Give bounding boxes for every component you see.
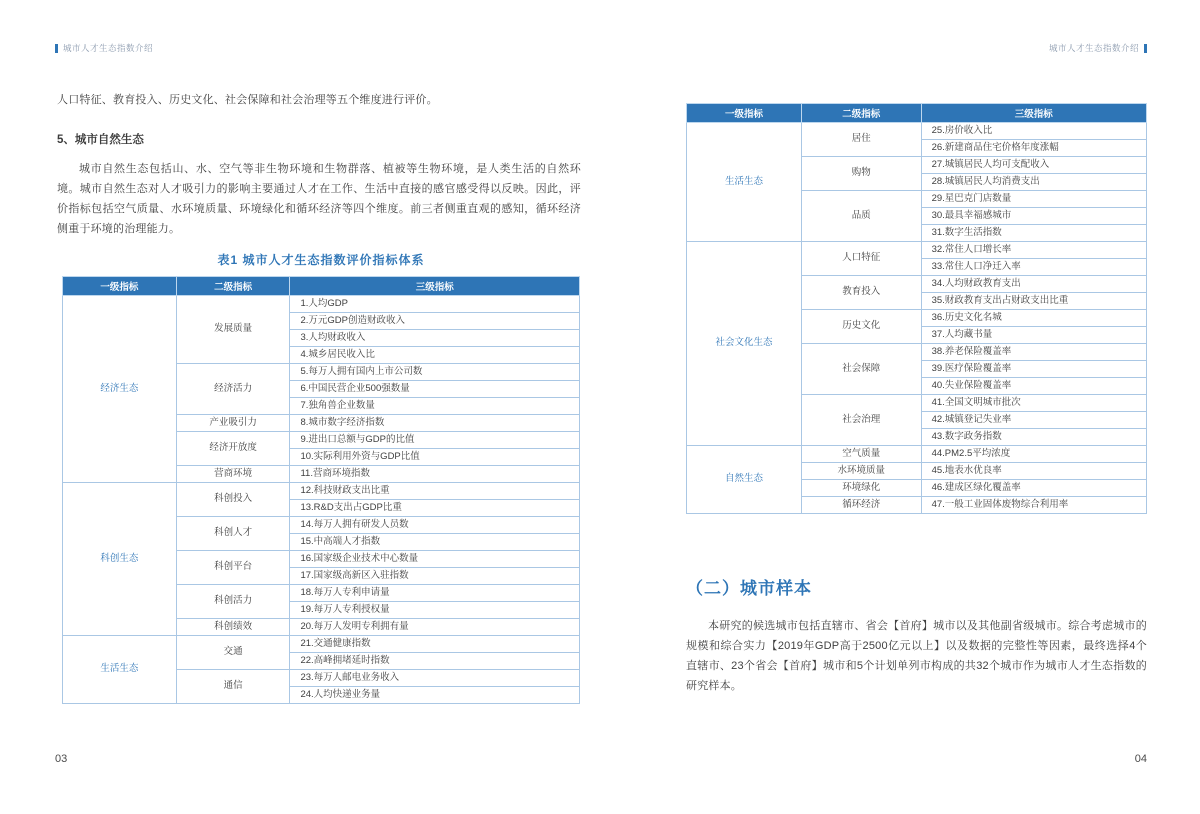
table-header-cell: 二级指标 bbox=[176, 277, 290, 296]
running-header-right bbox=[1049, 42, 1147, 54]
level2-indicator-cell: 科创平台 bbox=[176, 551, 290, 585]
level2-indicator-cell: 品质 bbox=[802, 191, 922, 242]
level3-indicator-cell: 44.PM2.5平均浓度 bbox=[921, 446, 1146, 463]
level2-indicator-cell: 科创投入 bbox=[176, 483, 290, 517]
level2-indicator-cell: 通信 bbox=[176, 670, 290, 704]
level3-indicator-cell: 28.城镇居民人均消费支出 bbox=[921, 174, 1146, 191]
level1-indicator-cell: 社会文化生态 bbox=[687, 242, 802, 446]
level3-indicator-cell: 8.城市数字经济指数 bbox=[290, 415, 580, 432]
level3-indicator-cell: 21.交通健康指数 bbox=[290, 636, 580, 653]
level2-indicator-cell: 社会保障 bbox=[802, 344, 922, 395]
level3-indicator-cell: 20.每万人发明专利拥有量 bbox=[290, 619, 580, 636]
level3-indicator-cell: 19.每万人专利授权量 bbox=[290, 602, 580, 619]
level2-indicator-cell: 经济开放度 bbox=[176, 432, 290, 466]
table-header-row bbox=[687, 104, 1147, 123]
level3-indicator-cell: 5.每万人拥有国内上市公司数 bbox=[290, 364, 580, 381]
table-row bbox=[63, 483, 580, 500]
table-row bbox=[687, 242, 1147, 259]
level3-indicator-cell: 25.房价收入比 bbox=[921, 123, 1146, 140]
table-header-cell: 二级指标 bbox=[802, 104, 922, 123]
level3-indicator-cell: 26.新建商品住宅价格年度涨幅 bbox=[921, 140, 1146, 157]
level3-indicator-cell: 42.城镇登记失业率 bbox=[921, 412, 1146, 429]
table-row bbox=[63, 296, 580, 313]
table-caption: 表1 城市人才生态指数评价指标体系 bbox=[217, 253, 425, 267]
level3-indicator-cell: 34.人均财政教育支出 bbox=[921, 276, 1146, 293]
level3-indicator-cell: 10.实际利用外资与GDP比值 bbox=[290, 449, 580, 466]
level3-indicator-cell: 37.人均藏书量 bbox=[921, 327, 1146, 344]
level3-indicator-cell: 29.星巴克门店数量 bbox=[921, 191, 1146, 208]
running-header-text-right: 城市人才生态指数介绍 bbox=[1048, 43, 1139, 53]
level2-indicator-cell: 营商环境 bbox=[176, 466, 290, 483]
table-header-cell: 一级指标 bbox=[63, 277, 177, 296]
level3-indicator-cell: 40.失业保险覆盖率 bbox=[921, 378, 1146, 395]
level3-indicator-cell: 2.万元GDP创造财政收入 bbox=[290, 313, 580, 330]
level3-indicator-cell: 12.科技财政支出比重 bbox=[290, 483, 580, 500]
level2-indicator-cell: 循环经济 bbox=[802, 497, 922, 514]
level3-indicator-cell: 39.医疗保险覆盖率 bbox=[921, 361, 1146, 378]
table-header-cell: 一级指标 bbox=[687, 104, 802, 123]
level1-indicator-cell: 自然生态 bbox=[687, 446, 802, 514]
level3-indicator-cell: 24.人均快递业务量 bbox=[290, 687, 580, 704]
level3-indicator-cell: 35.财政教育支出占财政支出比重 bbox=[921, 293, 1146, 310]
level2-indicator-cell: 水环境质量 bbox=[802, 463, 922, 480]
level3-indicator-cell: 38.养老保险覆盖率 bbox=[921, 344, 1146, 361]
level3-indicator-cell: 15.中高端人才指数 bbox=[290, 534, 580, 551]
header-accent-bar bbox=[55, 44, 58, 53]
level1-indicator-cell: 生活生态 bbox=[63, 636, 177, 704]
level3-indicator-cell: 17.国家级高新区入驻指数 bbox=[290, 568, 580, 585]
level3-indicator-cell: 46.建成区绿化覆盖率 bbox=[921, 480, 1146, 497]
level2-indicator-cell: 教育投入 bbox=[802, 276, 922, 310]
section5-paragraph: 城市自然生态包括山、水、空气等非生物环境和生物群落、植被等生物环境，是人类生活的自然环境。城市自然生态对人才吸引力的影响主要通过人才在工作、生活中直接的感官感受得以反映。因此，评价指标包括空气质量、水环境质量、环境绿化和循环经济等四个维度。前三者侧重直观的感知，循环经济侧重于环境的治理能力。 bbox=[57, 163, 581, 235]
level2-indicator-cell: 居住 bbox=[802, 123, 922, 157]
level3-indicator-cell: 43.数字政务指数 bbox=[921, 429, 1146, 446]
level3-indicator-cell: 31.数字生活指数 bbox=[921, 225, 1146, 242]
level2-indicator-cell: 科创绩效 bbox=[176, 619, 290, 636]
header-accent-bar bbox=[1144, 44, 1147, 53]
level2-indicator-cell: 科创人才 bbox=[176, 517, 290, 551]
level3-indicator-cell: 3.人均财政收入 bbox=[290, 330, 580, 347]
table-row bbox=[687, 446, 1147, 463]
continuation-paragraph: 人口特征、教育投入、历史文化、社会保障和社会治理等五个维度进行评价。 bbox=[57, 94, 438, 106]
level3-indicator-cell: 18.每万人专利申请量 bbox=[290, 585, 580, 602]
level3-indicator-cell: 32.常住人口增长率 bbox=[921, 242, 1146, 259]
level1-indicator-cell: 经济生态 bbox=[63, 296, 177, 483]
indicator-table-right bbox=[686, 103, 1147, 514]
level2-indicator-cell: 交通 bbox=[176, 636, 290, 670]
indicator-table-left bbox=[62, 276, 580, 704]
running-header-text-left: 城市人才生态指数介绍 bbox=[63, 43, 154, 53]
table-row bbox=[687, 123, 1147, 140]
level3-indicator-cell: 7.独角兽企业数量 bbox=[290, 398, 580, 415]
level2-indicator-cell: 环境绿化 bbox=[802, 480, 922, 497]
level3-indicator-cell: 6.中国民营企业500强数量 bbox=[290, 381, 580, 398]
level3-indicator-cell: 33.常住人口净迁入率 bbox=[921, 259, 1146, 276]
table-header-row bbox=[63, 277, 580, 296]
level3-indicator-cell: 22.高峰拥堵延时指数 bbox=[290, 653, 580, 670]
level1-indicator-cell: 科创生态 bbox=[63, 483, 177, 636]
page-number-left: 03 bbox=[55, 753, 68, 765]
level3-indicator-cell: 9.进出口总额与GDP的比值 bbox=[290, 432, 580, 449]
level2-indicator-cell: 空气质量 bbox=[802, 446, 922, 463]
level3-indicator-cell: 30.最具幸福感城市 bbox=[921, 208, 1146, 225]
table-header-cell: 三级指标 bbox=[290, 277, 580, 296]
section5-heading: 5、城市自然生态 bbox=[57, 134, 144, 146]
section-city-sample-heading: （二）城市样本 bbox=[686, 579, 812, 598]
level3-indicator-cell: 47.一般工业固体废物综合利用率 bbox=[921, 497, 1146, 514]
level2-indicator-cell: 社会治理 bbox=[802, 395, 922, 446]
level2-indicator-cell: 发展质量 bbox=[176, 296, 290, 364]
level1-indicator-cell: 生活生态 bbox=[687, 123, 802, 242]
table-row bbox=[63, 636, 580, 653]
level2-indicator-cell: 人口特征 bbox=[802, 242, 922, 276]
level3-indicator-cell: 16.国家级企业技术中心数量 bbox=[290, 551, 580, 568]
page-number-right: 04 bbox=[1134, 753, 1147, 765]
level3-indicator-cell: 45.地表水优良率 bbox=[921, 463, 1146, 480]
level2-indicator-cell: 历史文化 bbox=[802, 310, 922, 344]
level2-indicator-cell: 科创活力 bbox=[176, 585, 290, 619]
running-header-left bbox=[55, 42, 153, 54]
level3-indicator-cell: 23.每万人邮电业务收入 bbox=[290, 670, 580, 687]
level2-indicator-cell: 经济活力 bbox=[176, 364, 290, 415]
level3-indicator-cell: 1.人均GDP bbox=[290, 296, 580, 313]
level2-indicator-cell: 产业吸引力 bbox=[176, 415, 290, 432]
city-sample-paragraph: 本研究的候选城市包括直辖市、省会【首府】城市以及其他副省级城市。综合考虑城市的规模和综合实力【2019年GDP高于2500亿元以上】以及数据的完整性等因素，最终选择4个直辖市、23个省会【首府】城市和5个计划单列市构成的共32个城市作为城市人才生态指数的研究样本。 bbox=[686, 620, 1147, 692]
level3-indicator-cell: 36.历史文化名城 bbox=[921, 310, 1146, 327]
level3-indicator-cell: 14.每万人拥有研发人员数 bbox=[290, 517, 580, 534]
table-header-cell: 三级指标 bbox=[921, 104, 1146, 123]
level3-indicator-cell: 4.城乡居民收入比 bbox=[290, 347, 580, 364]
level3-indicator-cell: 11.营商环境指数 bbox=[290, 466, 580, 483]
level3-indicator-cell: 13.R&D支出占GDP比重 bbox=[290, 500, 580, 517]
level3-indicator-cell: 27.城镇居民人均可支配收入 bbox=[921, 157, 1146, 174]
level3-indicator-cell: 41.全国文明城市批次 bbox=[921, 395, 1146, 412]
level2-indicator-cell: 购物 bbox=[802, 157, 922, 191]
